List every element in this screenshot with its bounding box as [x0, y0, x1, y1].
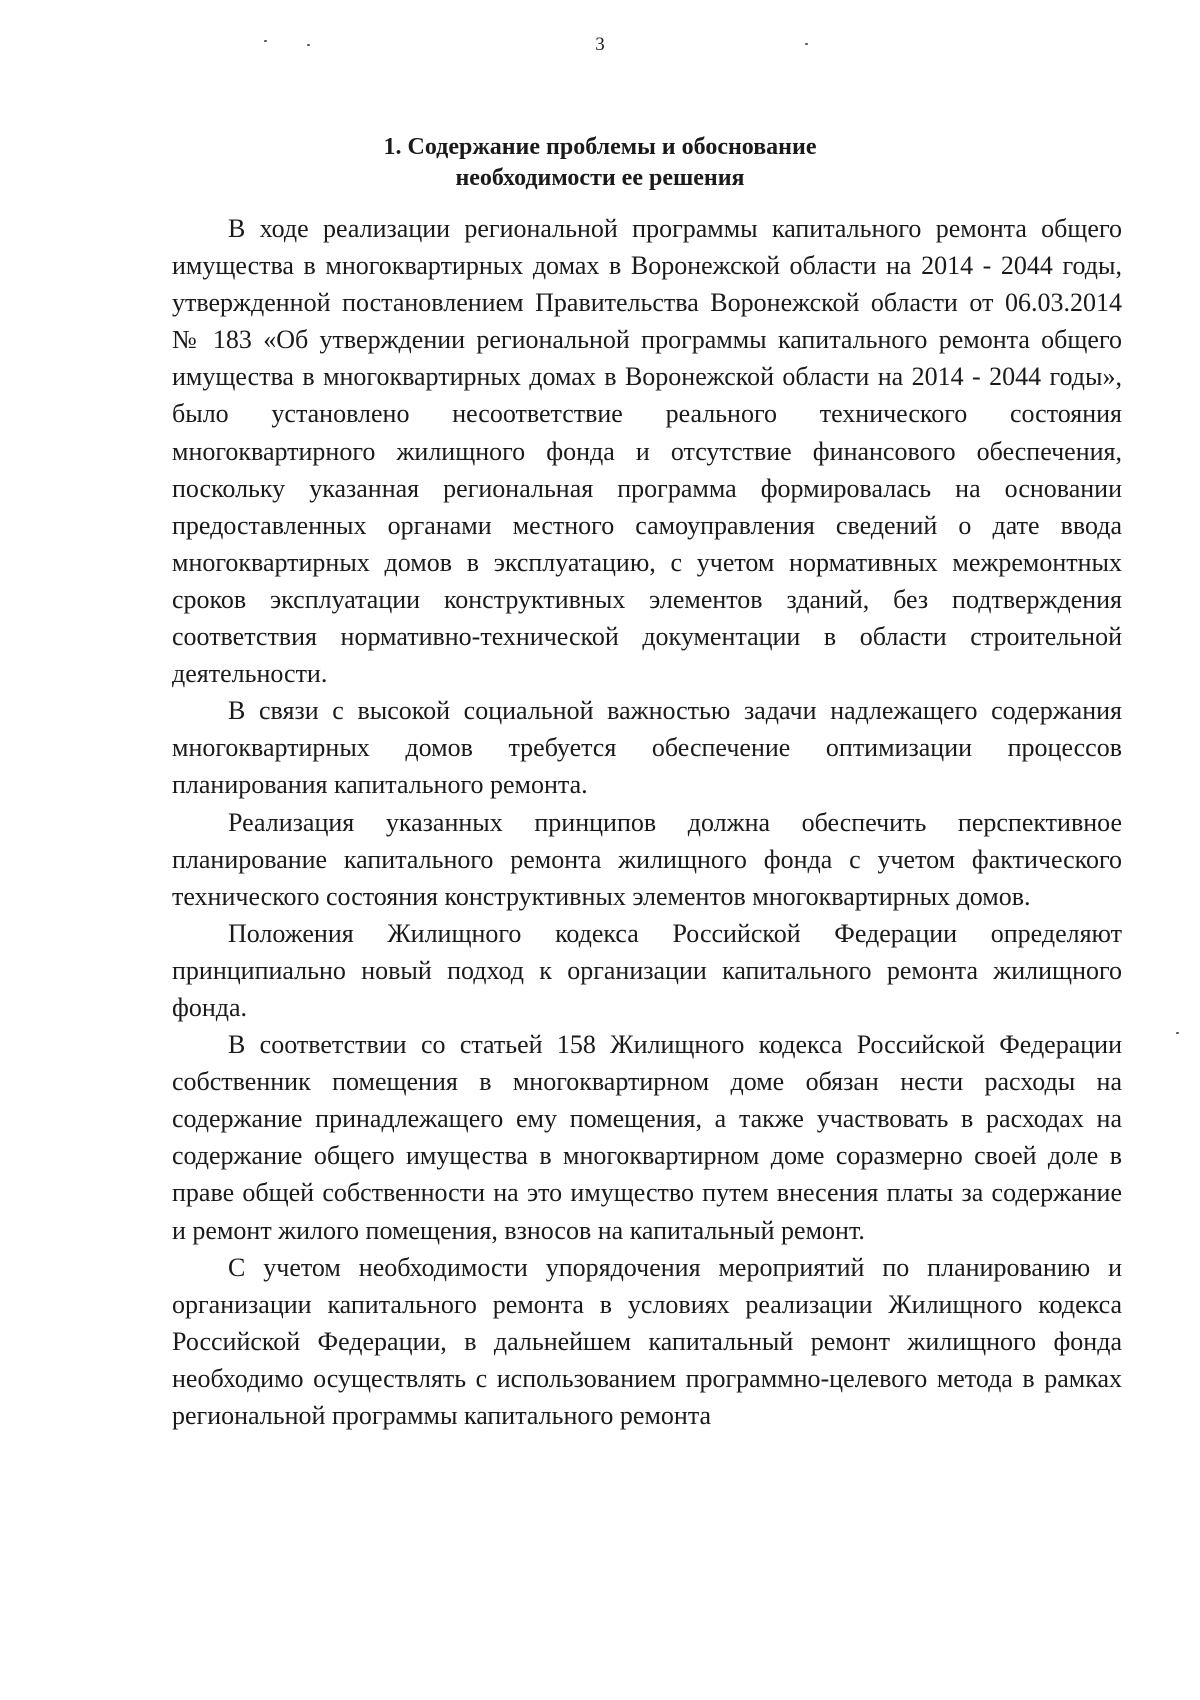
section-heading — [160, 132, 1040, 194]
paragraph-1: В ходе реализации региональной программы капитального ремонта общего имущества в многоквартирных домах в Воронежской области на 2014 - 2044 годы, утвержденной постановлением Правительства Воронежской области от 06.03.2014 № 183 «Об утверждении региональной программы капитального ремонта общего имущества в многоквартирных домах в Воронежской области на 2014 - 2044 годы», было установлено несоответствие реального технического состояния многоквартирного жилищного фонда и отсутствие финансового обеспечения, поскольку указанная региональная программа формировалась на основании предоставленных органами местного самоуправления сведений о дате ввода многоквартирных домов в эксплуатацию, с учетом нормативных межремонтных сроков эксплуатации конструктивных элементов зданий, без подтверждения соответствия нормативно-технической документации в области строительной деятельности. — [172, 214, 1122, 689]
paragraph-6: С учетом необходимости упорядочения мероприятий по планированию и организации капитального ремонта в условиях реализации Жилищного кодекса Российской Федерации, в дальнейшем капитальный ремонт жилищного фонда необходимо осуществлять с использованием программно-целевого метода в рамках региональной программы капитального ремонта — [172, 1252, 1122, 1430]
paragraph-2: В связи с высокой социальной важностью задачи надлежащего содержания многоквартирных домов требуется обеспечение оптимизации процессов планирования капитального ремонта. — [172, 696, 1122, 800]
paragraph-4: Положения Жилищного кодекса Российской Федерации определяют принципиально новый подход к организации капитального ремонта жилищного фонда. — [172, 918, 1122, 1022]
page-number: 3 — [595, 34, 605, 55]
section-heading-line-2: необходимости ее решения — [455, 165, 745, 192]
body-text — [172, 210, 1122, 1434]
paragraph-3: Реализация указанных принципов должна обеспечить перспективное планирование капитального ремонта жилищного фонда с учетом фактического технического состояния конструктивных элементов многоквартирных домов. — [172, 807, 1122, 911]
paragraph-5: В соответствии со статьей 158 Жилищного кодекса Российской Федерации собственник помещения в многоквартирном доме обязан нести расходы на содержание принадлежащего ему помещения, а также участвовать в расходах на содержание общего имущества в многоквартирном доме соразмерно своей доле в праве общей собственности на это имущество путем внесения платы за содержание и ремонт жилого помещения, взносов на капитальный ремонт. — [172, 1030, 1122, 1245]
section-heading-line-1: 1. Содержание проблемы и обоснование — [383, 134, 817, 161]
scan-speck — [1176, 1032, 1179, 1034]
